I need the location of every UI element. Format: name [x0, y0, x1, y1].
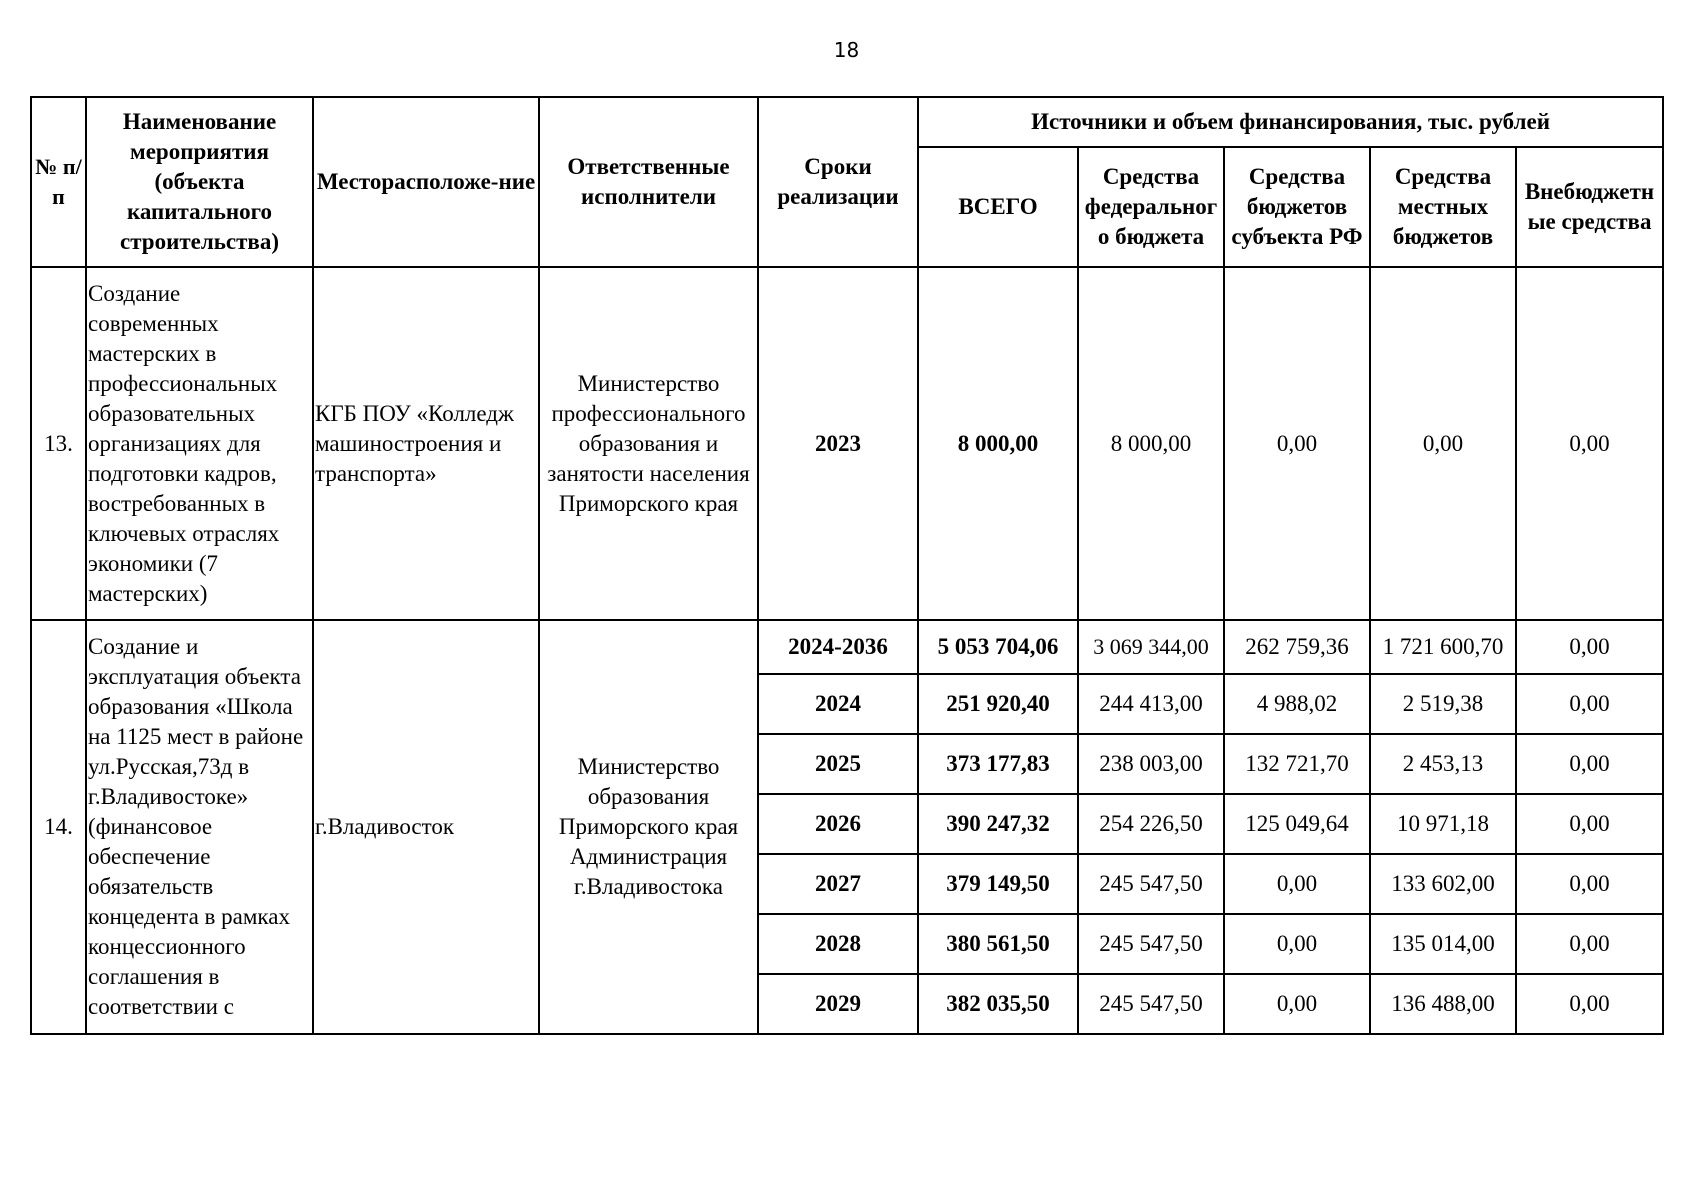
executors: Министерство профессионального образования и занятости населения Приморского края	[539, 267, 758, 620]
total-value: 379 149,50	[918, 854, 1078, 914]
row-number: 14.	[31, 620, 86, 1034]
total-value: 380 561,50	[918, 914, 1078, 974]
extra-value: 0,00	[1516, 794, 1663, 854]
header-local: Средства местных бюджетов	[1370, 147, 1516, 267]
table-row	[31, 267, 1663, 620]
header-terms: Сроки реализации	[758, 97, 918, 267]
local-value: 133 602,00	[1370, 854, 1516, 914]
header-federal: Средства федеральног о бюджета	[1078, 147, 1224, 267]
measure-name: Создание современных мастерских в профессиональных образовательных организациях для подготовки кадров, востребованных в ключевых отраслях экономики (7 мастерских)	[86, 267, 313, 620]
header-subject: Средства бюджетов субъекта РФ	[1224, 147, 1370, 267]
term: 2027	[758, 854, 918, 914]
federal-value: 245 547,50	[1078, 854, 1224, 914]
extra-value: 0,00	[1516, 734, 1663, 794]
local-value: 1 721 600,70	[1370, 620, 1516, 674]
financing-table	[30, 96, 1664, 1035]
row-number: 13.	[31, 267, 86, 620]
federal-value: 245 547,50	[1078, 914, 1224, 974]
subject-value: 4 988,02	[1224, 674, 1370, 734]
extra-value: 0,00	[1516, 674, 1663, 734]
extra-value: 0,00	[1516, 914, 1663, 974]
federal-value: 8 000,00	[1078, 267, 1224, 620]
subject-value: 0,00	[1224, 267, 1370, 620]
location: г.Владивосток	[313, 620, 539, 1034]
table-row	[31, 620, 1663, 674]
federal-value: 244 413,00	[1078, 674, 1224, 734]
total-value: 373 177,83	[918, 734, 1078, 794]
subject-value: 0,00	[1224, 854, 1370, 914]
subject-value: 125 049,64	[1224, 794, 1370, 854]
total-value: 8 000,00	[918, 267, 1078, 620]
term: 2024	[758, 674, 918, 734]
total-value: 5 053 704,06	[918, 620, 1078, 674]
extra-value: 0,00	[1516, 620, 1663, 674]
executors: Министерство образования Приморского края Администрация г.Владивостока	[539, 620, 758, 1034]
location: КГБ ПОУ «Колледж машиностроения и транспорта»	[313, 267, 539, 620]
subject-value: 0,00	[1224, 974, 1370, 1034]
local-value: 10 971,18	[1370, 794, 1516, 854]
header-no: № п/п	[31, 97, 86, 267]
local-value: 135 014,00	[1370, 914, 1516, 974]
federal-value: 3 069 344,00	[1078, 620, 1224, 674]
page-number: 18	[833, 38, 860, 62]
federal-value: 238 003,00	[1078, 734, 1224, 794]
local-value: 0,00	[1370, 267, 1516, 620]
total-value: 251 920,40	[918, 674, 1078, 734]
federal-value: 245 547,50	[1078, 974, 1224, 1034]
extra-value: 0,00	[1516, 854, 1663, 914]
header-executors: Ответственные исполнители	[539, 97, 758, 267]
extra-value: 0,00	[1516, 974, 1663, 1034]
local-value: 2 453,13	[1370, 734, 1516, 794]
subject-value: 262 759,36	[1224, 620, 1370, 674]
term: 2023	[758, 267, 918, 620]
header-funding-group: Источники и объем финансирования, тыс. рублей	[918, 97, 1663, 147]
term: 2024-2036	[758, 620, 918, 674]
total-value: 390 247,32	[918, 794, 1078, 854]
subject-value: 0,00	[1224, 914, 1370, 974]
total-value: 382 035,50	[918, 974, 1078, 1034]
local-value: 136 488,00	[1370, 974, 1516, 1034]
header-location: Месторасположе-ние	[313, 97, 539, 267]
term: 2026	[758, 794, 918, 854]
measure-name: Создание и эксплуатация объекта образования «Школа на 1125 мест в районе ул.Русская,73д в г.Владивостоке» (финансовое обеспечение обязательств концедента в рамках концессионного соглашения в соответствии с	[86, 620, 313, 1034]
term: 2029	[758, 974, 918, 1034]
subject-value: 132 721,70	[1224, 734, 1370, 794]
term: 2025	[758, 734, 918, 794]
local-value: 2 519,38	[1370, 674, 1516, 734]
header-total: ВСЕГО	[918, 147, 1078, 267]
header-name: Наименование мероприятия (объекта капитального строительства)	[86, 97, 313, 267]
extra-value: 0,00	[1516, 267, 1663, 620]
header-extra: Внебюджетн ые средства	[1516, 147, 1663, 267]
federal-value: 254 226,50	[1078, 794, 1224, 854]
term: 2028	[758, 914, 918, 974]
